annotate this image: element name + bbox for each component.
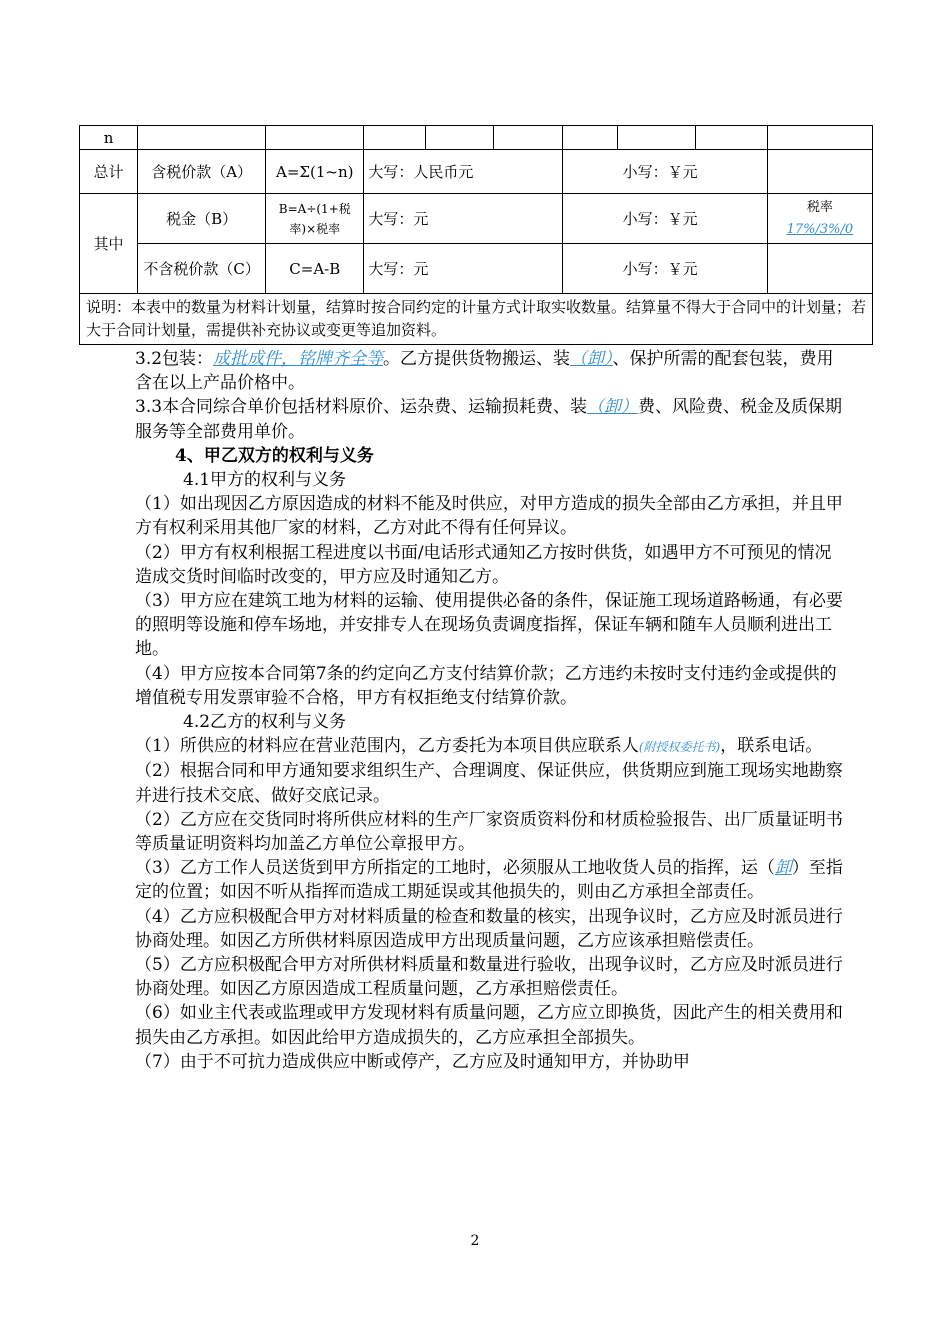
clause-3-3: 3.3本合同综合单价包括材料原价、运杂费、运输损耗费、装（卸）费、风险费、税金及质保期服务等全部费用单价。 (135, 397, 843, 442)
table-row (80, 126, 873, 150)
tax-rate-cell (767, 194, 872, 244)
clause-4-1-3: （3）甲方应在建筑工地为材料的运输、使用提供必备的条件，保证施工现场道路畅通，有必要的照明等设施和停车场地，并安排专人在现场负责调度指挥，保证车辆和随车人员顺利进出工地。 (135, 591, 843, 660)
clause-4-1-1: （1）如出现因乙方原因造成的材料不能及时供应，对甲方造成的损失全部由乙方承担，并且甲方有权利采用其他厂家的材料，乙方对此不得有任何异议。 (135, 494, 843, 539)
section-4-heading: 4、甲乙双方的权利与义务 (175, 445, 374, 466)
price-table (79, 125, 873, 345)
table-note: 说明：本表中的数量为材料计划量，结算时按合同约定的计量方式计取实收数量。结算量不得大于合同中的计划量；若大于合同计划量，需提供补充协议或变更等追加资料。 (80, 294, 873, 345)
upper-yuan: 大写：元 (364, 194, 562, 244)
formula-b: B=A÷(1+税率)×税率 (266, 194, 364, 244)
clause-4-2-3: （3）乙方工作人员送货到甲方所指定的工地时，必须服从工地收货人员的指挥，运（卸）至指定的位置；如因不听从指挥而造成工期延误或其他损失的，则由乙方承担全部责任。 (135, 858, 843, 903)
upper-yuan: 大写：元 (364, 244, 562, 294)
clause-4-2-4: （4）乙方应积极配合甲方对材料质量的检查和数量的核实，出现争议时，乙方应及时派员进行协商处理。如因乙方所供材料原因造成甲方出现质量问题，乙方应该承担赔偿责任。 (135, 906, 843, 951)
tax-incl-label: 含税价款（A） (138, 150, 266, 194)
lower-yuan: 小写：￥元 (562, 194, 767, 244)
clause-4-1-4: （4）甲方应按本合同第7条的约定向乙方支付结算价款；乙方违约未按时支付违约金或提供的增值税专用发票审验不合格，甲方有权拒绝支付结算价款。 (135, 663, 837, 708)
table-row (80, 294, 873, 345)
clause-4-2-1: （1）所供应的材料应在营业范围内，乙方委托为本项目供应联系人(附授权委托书)，联系电话。 (135, 736, 823, 757)
upper-rmb: 大写：人民币元 (364, 150, 562, 194)
row-label-n: n (80, 126, 138, 150)
tax-rate-label: 税率 (806, 199, 833, 215)
formula-c: C=A-B (266, 244, 364, 294)
formula-a: A=Σ(1~n) (266, 150, 364, 194)
table-row (80, 244, 873, 294)
lower-yuan: 小写：￥元 (562, 150, 767, 194)
total-label: 总计 (80, 150, 138, 194)
tax-excl-label: 不含税价款（C） (138, 244, 266, 294)
tax-rate-value: 17%/3%/0 (786, 221, 854, 237)
clause-4-1-2: （2）甲方有权利根据工程进度以书面/电话形式通知乙方按时供货，如遇甲方不可预见的情况造成交货时间临时改变的，甲方应及时通知乙方。 (135, 542, 832, 587)
tax-label: 税金（B） (138, 194, 266, 244)
table-row (80, 150, 873, 194)
clause-4-2-5: （5）乙方应积极配合甲方对所供材料质量和数量进行验收，出现争议时，乙方应及时派员进行协商处理。如因乙方原因造成工程质量问题，乙方承担赔偿责任。 (135, 955, 843, 1000)
clause-3-2: 3.2包装：成批成件，铭牌齐全等。乙方提供货物搬运、装（卸）、保护所需的配套包装，费用含在以上产品价格中。 (135, 349, 834, 394)
clause-4-2-7: （7）由于不可抗力造成供应中断或停产，乙方应及时通知甲方，并协助甲 (135, 1051, 690, 1072)
of-which-label: 其中 (80, 194, 138, 294)
clause-4-2-2: （2）根据合同和甲方通知要求组织生产、合理调度、保证供应，供货期应到施工现场实地勘察并进行技术交底、做好交底记录。 (135, 761, 843, 806)
contract-body (135, 347, 845, 1074)
lower-yuan: 小写：￥元 (562, 244, 767, 294)
table-row (80, 194, 873, 244)
page-number: 2 (470, 1233, 480, 1249)
clause-4-2-2b: （2）乙方应在交货同时将所供应材料的生产厂家资质资料份和材质检验报告、出厂质量证明书等质量证明资料均加盖乙方单位公章报甲方。 (135, 809, 843, 855)
section-4-2-heading: 4.2乙方的权利与义务 (183, 712, 347, 733)
clause-4-2-6: （6）如业主代表或监理或甲方发现材料有质量问题，乙方应立即换货，因此产生的相关费用和损失由乙方承担。如因此给甲方造成损失的，乙方应承担全部损失。 (135, 1003, 843, 1048)
section-4-1-heading: 4.1甲方的权利与义务 (183, 470, 347, 491)
